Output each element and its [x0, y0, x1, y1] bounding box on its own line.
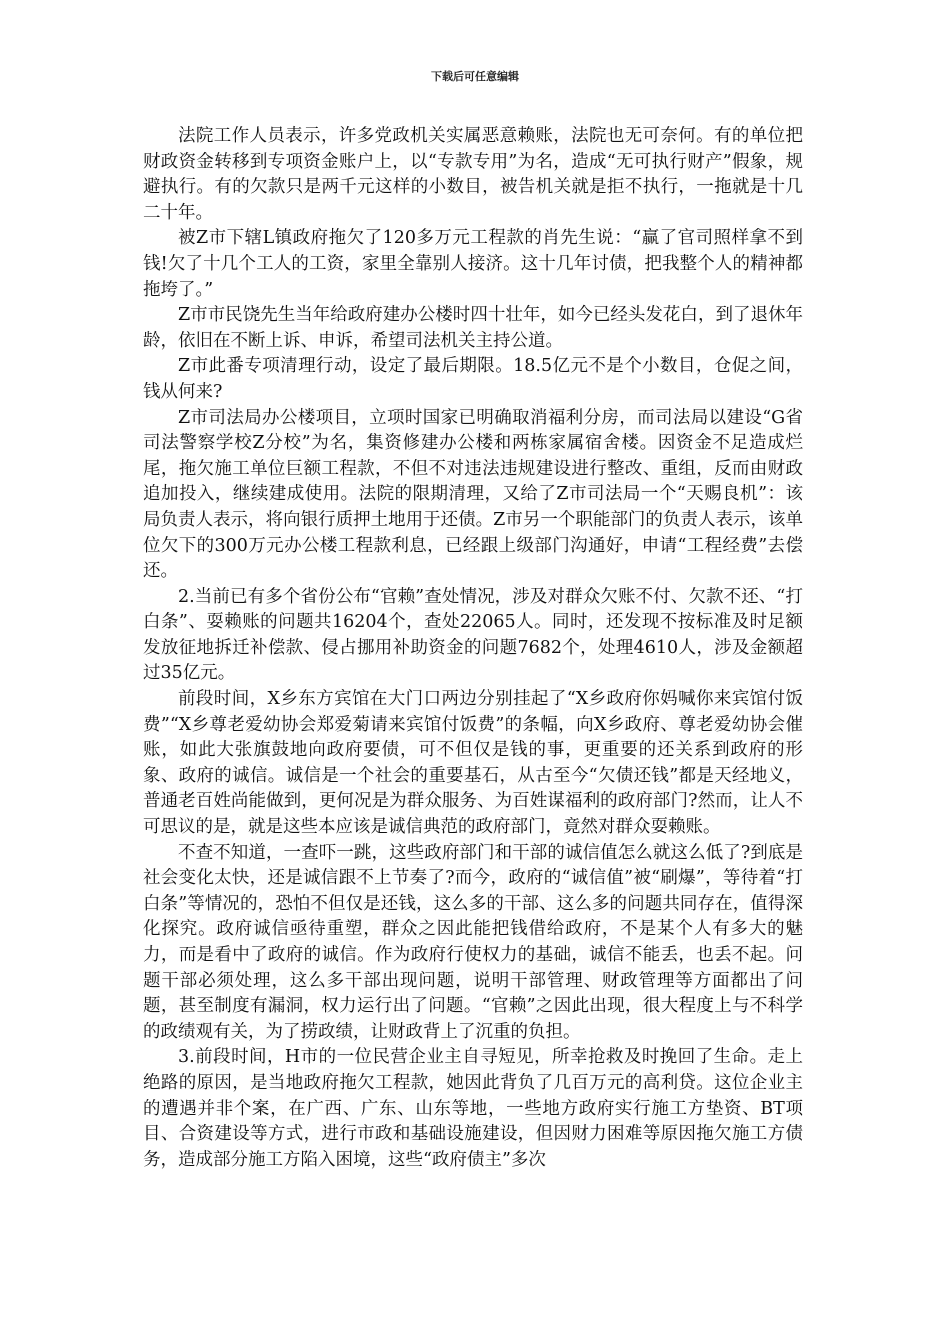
paragraph: 3.前段时间，H市的一位民营企业主自寻短见，所幸抢救及时挽回了生命。走上绝路的原因，是当地政府拖欠工程款，她因此背负了几百万元的高利贷。这位企业主的遭遇并非个案，在广西、广东、山东等地，一些地方政府实行施工方垫资、BT项目、合资建设等方式，进行市政和基础设施建设，但因财力困难等原因拖欠施工方债务，造成部分施工方陷入困境，这些“政府债主”多次 — [143, 1047, 803, 1170]
paragraph: 法院工作人员表示，许多党政机关实属恶意赖账，法院也无可奈何。有的单位把财政资金转移到专项资金账户上，以“专款专用”为名，造成“无可执行财产”假象，规避执行。有的欠款只是两千元这样的小数目，被告机关就是拒不执行，一拖就是十几二十年。 — [143, 126, 803, 223]
paragraph: Z市市民饶先生当年给政府建办公楼时四十壮年，如今已经头发花白，到了退休年龄，依旧在不断上诉、申诉，希望司法机关主持公道。 — [143, 305, 803, 351]
paragraph: 被Z市下辖L镇政府拖欠了120多万元工程款的肖先生说：“赢了官司照样拿不到钱!欠了十几个工人的工资，家里全靠别人接济。这十几年讨债，把我整个人的精神都拖垮了。” — [143, 228, 803, 300]
paragraph: 2.当前已有多个省份公布“官赖”查处情况，涉及对群众欠账不付、欠款不还、“打白条”、耍赖账的问题共16204个，查处22065人。同时，还发现不按标准及时足额发放征地拆迁补偿款、侵占挪用补助资金的问题7682个，处理4610人，涉及金额超过35亿元。 — [143, 586, 803, 684]
paragraph: 不查不知道，一查吓一跳，这些政府部门和干部的诚信值怎么就这么低了?到底是社会变化太快，还是诚信跟不上节奏了?而今，政府的“诚信值”被“刷爆”，等待着“打白条”等情况的，恐怕不但仅是还钱，这么多的干部、这么多的问题共同存在，值得深化探究。政府诚信亟待重塑，群众之因此能把钱借给政府，不是某个人有多大的魅力，而是看中了政府的诚信。作为政府行使权力的基础，诚信不能丢，也丢不起。问题干部必须处理，这么多干部出现问题，说明干部管理、财政管理等方面都出了问题，甚至制度有漏洞，权力运行出了问题。“官赖”之因此出现，很大程度上与不科学的政绩观有关，为了捞政绩，让财政背上了沉重的负担。 — [143, 842, 803, 1042]
paragraph: 前段时间，X乡东方宾馆在大门口两边分别挂起了“X乡政府你妈喊你来宾馆付饭费”“X乡尊老爱幼协会郑爱菊请来宾馆付饭费”的条幅，向X乡政府、尊老爱幼协会催账，如此大张旗鼓地向政府要债，可不但仅是钱的事，更重要的还关系到政府的形象、政府的诚信。诚信是一个社会的重要基石，从古至今“欠债还钱”都是天经地义，普通老百姓尚能做到，更何况是为群众服务、为百姓谋福利的政府部门?然而，让人不可思议的是，就是这些本应该是诚信典范的政府部门，竟然对群众耍赖账。 — [143, 689, 803, 838]
paragraph: Z市此番专项清理行动，设定了最后期限。18.5亿元不是个小数目，仓促之间，钱从何来? — [143, 356, 803, 402]
document-body — [143, 124, 803, 1173]
page-header: 下载后可任意编辑 — [431, 70, 519, 83]
paragraph: Z市司法局办公楼项目，立项时国家已明确取消福利分房，而司法局以建设“G省司法警察学校Z分校”为名，集资修建办公楼和两栋家属宿舍楼。因资金不足造成烂尾，拖欠施工单位巨额工程款，不但不对违法违规建设进行整改、重组，反而由财政追加投入，继续建成使用。法院的限期清理，又给了Z市司法局一个“天赐良机”：该局负责人表示，将向银行质押土地用于还债。Z市另一个职能部门的负责人表示，该单位欠下的300万元办公楼工程款利息，已经跟上级部门沟通好，申请“工程经费”去偿还。 — [143, 407, 803, 582]
